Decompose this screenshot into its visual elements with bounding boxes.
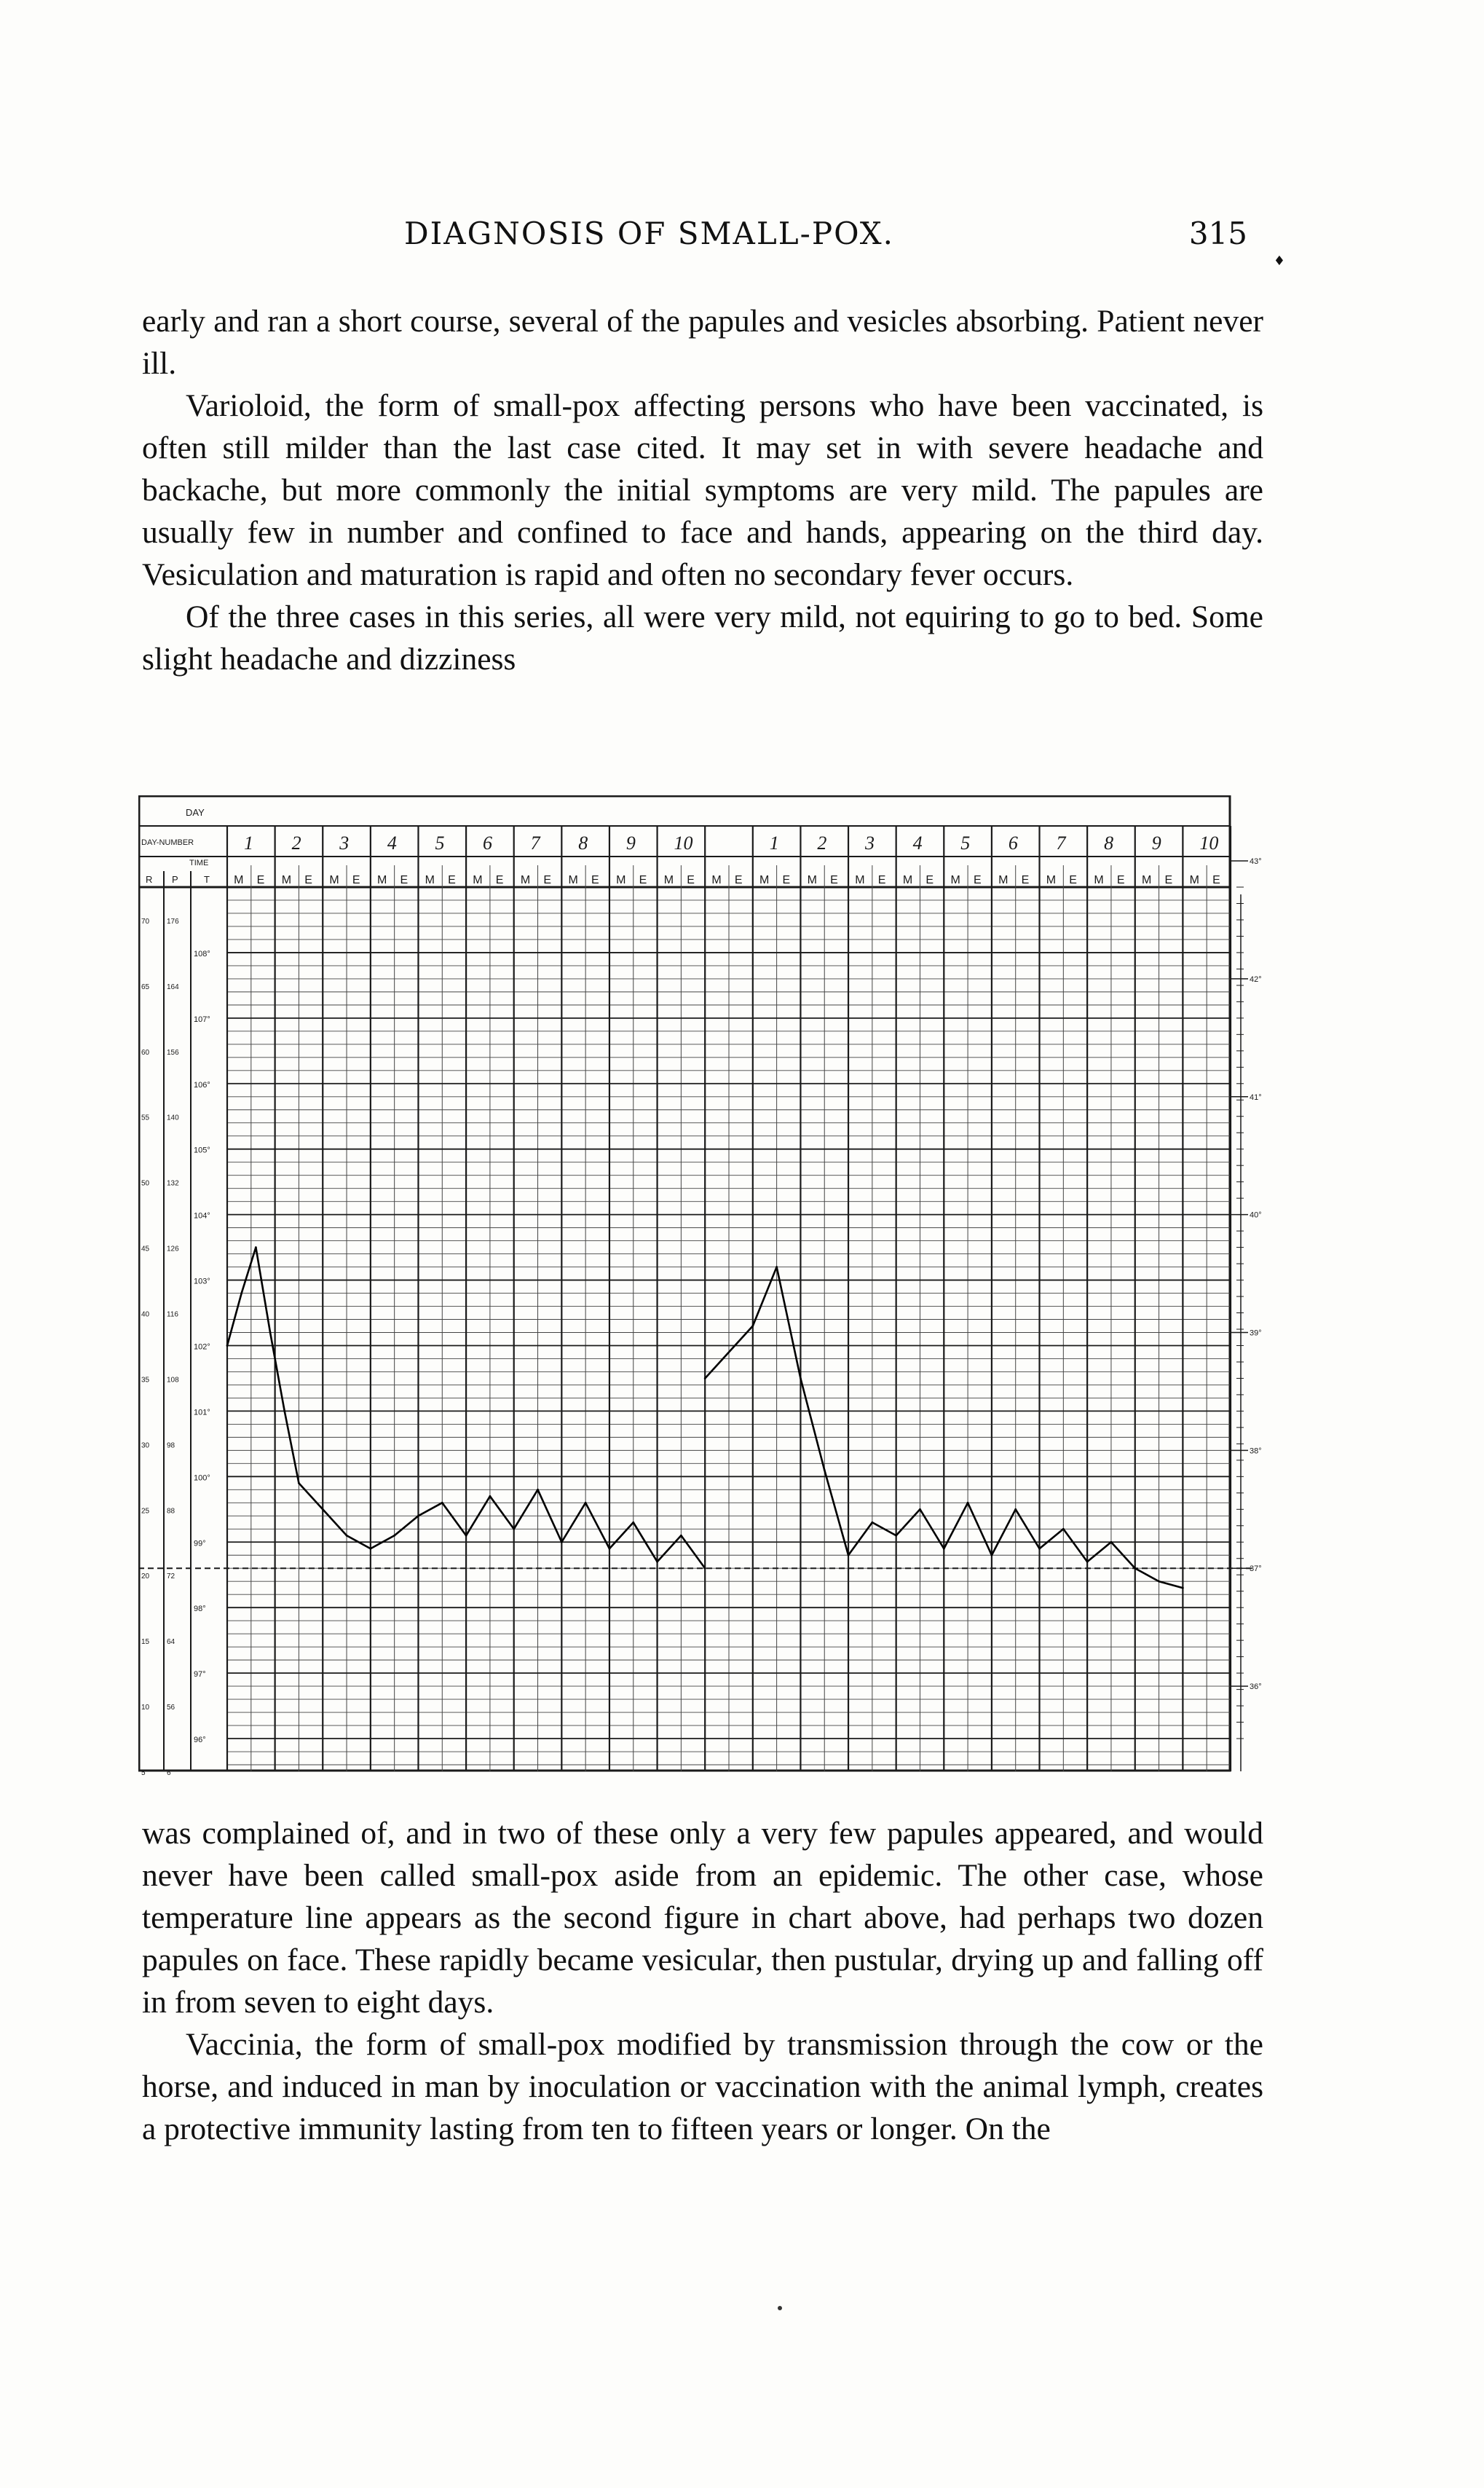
- pulse-tick: 164: [167, 983, 179, 991]
- evening-mark: E: [591, 874, 599, 886]
- evening-mark: E: [256, 874, 265, 886]
- temperature-point: [393, 1535, 395, 1537]
- temperature-point: [824, 1469, 826, 1471]
- morning-mark: M: [759, 874, 770, 886]
- temperature-point: [240, 1292, 242, 1294]
- temperature-point: [751, 1325, 754, 1327]
- morning-mark: M: [902, 874, 913, 886]
- temperature-point: [1182, 1587, 1184, 1589]
- day-number: 6: [1008, 832, 1018, 854]
- respiration-tick: 35: [141, 1376, 150, 1385]
- temperature-point: [417, 1515, 419, 1517]
- morning-mark: M: [711, 874, 722, 886]
- pulse-tick: 116: [167, 1310, 178, 1319]
- evening-mark: E: [973, 874, 982, 886]
- temperature-point: [369, 1548, 371, 1550]
- pulse-tick: 72: [167, 1572, 175, 1581]
- celsius-tick: 42°: [1250, 975, 1262, 984]
- fahrenheit-tick: 100°: [194, 1473, 210, 1483]
- temperature-point: [226, 1345, 229, 1347]
- day-row-label: DAY: [186, 807, 205, 818]
- evening-mark: E: [495, 874, 504, 886]
- temperature-point: [1158, 1580, 1160, 1583]
- fahrenheit-tick: 104°: [194, 1211, 210, 1221]
- respiration-tick: 70: [141, 917, 150, 926]
- fahrenheit-tick: 101°: [194, 1408, 210, 1417]
- respiration-tick: 65: [141, 983, 150, 991]
- morning-mark: M: [998, 874, 1009, 886]
- paragraph: Vaccinia, the form of small-pox modified by transmission through the cow or the horse, and induced in man by inoculation or vaccination with the animal lymph, creates a protective immunity lasting from ten to fifteen years or longer. On the: [142, 2027, 1263, 2146]
- pulse-tick: 140: [167, 1114, 179, 1122]
- evening-mark: E: [830, 874, 838, 886]
- day-number: 8: [578, 832, 588, 854]
- temperature-point: [609, 1548, 611, 1550]
- respiration-tick: 40: [141, 1310, 150, 1319]
- respiration-tick: 55: [141, 1114, 150, 1122]
- morning-mark: M: [663, 874, 674, 886]
- morning-mark: M: [616, 874, 626, 886]
- temperature-point: [283, 1410, 285, 1412]
- page-number: 315: [1188, 216, 1247, 251]
- morning-mark: M: [329, 874, 339, 886]
- day-number: 10: [674, 832, 693, 854]
- page-title: DIAGNOSIS OF SMALL-POX.: [404, 216, 895, 251]
- day-number: 2: [817, 832, 827, 854]
- running-header: [142, 216, 1285, 269]
- morning-mark: M: [281, 874, 292, 886]
- evening-mark: E: [543, 874, 552, 886]
- celsius-tick: 38°: [1250, 1446, 1262, 1456]
- respiration-tick: 5: [141, 1769, 146, 1777]
- day-number: 4: [387, 832, 397, 854]
- day-number: 5: [435, 832, 445, 854]
- temperature-point: [967, 1502, 969, 1504]
- time-row-label: TIME: [189, 859, 209, 867]
- day-number: 3: [865, 832, 875, 854]
- celsius-tick: 41°: [1250, 1093, 1262, 1102]
- pulse-tick: 108: [167, 1376, 179, 1385]
- evening-mark: E: [734, 874, 743, 886]
- day-number: 8: [1104, 832, 1114, 854]
- fahrenheit-tick: 102°: [194, 1342, 210, 1352]
- evening-mark: E: [400, 874, 409, 886]
- temperature-point: [465, 1535, 467, 1537]
- temperature-point: [1134, 1567, 1136, 1570]
- bullet-mark: ♦: [1273, 253, 1285, 269]
- temperature-chart-svg: [138, 795, 1282, 1779]
- column-header-T: T: [204, 874, 210, 885]
- evening-mark: E: [687, 874, 695, 886]
- temperature-point: [441, 1502, 443, 1504]
- evening-mark: E: [1069, 874, 1077, 886]
- morning-mark: M: [377, 874, 387, 886]
- day-number: 7: [1056, 832, 1066, 854]
- respiration-tick: 30: [141, 1441, 150, 1450]
- temperature-point: [298, 1482, 300, 1484]
- day-number: 5: [960, 832, 971, 854]
- day-number: 9: [1151, 832, 1161, 854]
- column-header-R: R: [146, 874, 153, 885]
- fahrenheit-tick: 107°: [194, 1015, 210, 1024]
- temperature-point: [775, 1266, 778, 1268]
- temperature-point: [269, 1331, 272, 1334]
- temperature-point: [513, 1528, 515, 1530]
- pulse-tick: 6: [167, 1769, 171, 1777]
- morning-mark: M: [568, 874, 578, 886]
- day-number: 6: [483, 832, 493, 854]
- evening-mark: E: [304, 874, 312, 886]
- temperature-point: [991, 1554, 993, 1556]
- paragraph: Varioloid, the form of small-pox affecting persons who have been vaccinated, is often still milder than the last case cited. It may set in with severe headache and backache, but more commonly the initial symptoms are very mild. The papules are usually few in number and confined to face and hands, appearing on the third day. Vesiculation and maturation is rapid and often no secondary fever occurs.: [142, 388, 1263, 592]
- fahrenheit-tick: 98°: [194, 1605, 206, 1614]
- evening-mark: E: [782, 874, 791, 886]
- day-number: 1: [769, 832, 779, 854]
- fahrenheit-tick: 99°: [194, 1539, 206, 1548]
- morning-mark: M: [1094, 874, 1104, 886]
- fahrenheit-tick: 106°: [194, 1080, 210, 1090]
- ink-speck: [778, 2306, 782, 2310]
- body-text-bottom: [142, 1812, 1263, 2150]
- celsius-tick: 40°: [1250, 1210, 1262, 1220]
- temperature-point: [848, 1554, 850, 1556]
- respiration-tick: 10: [141, 1704, 150, 1712]
- temperature-point: [1086, 1561, 1089, 1563]
- fahrenheit-tick: 97°: [194, 1670, 206, 1680]
- temperature-point: [585, 1502, 587, 1504]
- morning-mark: M: [1046, 874, 1057, 886]
- temperature-point: [919, 1508, 921, 1511]
- morning-mark: M: [807, 874, 817, 886]
- pulse-tick: 64: [167, 1638, 175, 1647]
- respiration-tick: 15: [141, 1638, 150, 1647]
- paragraph: Of the three cases in this series, all were very mild, not equiring to go to bed. Some slight headache and dizziness: [142, 599, 1263, 677]
- evening-mark: E: [1021, 874, 1030, 886]
- temperature-point: [1014, 1508, 1017, 1511]
- celsius-tick: 43°: [1250, 857, 1262, 867]
- respiration-tick: 20: [141, 1572, 150, 1581]
- respiration-tick: 45: [141, 1245, 150, 1253]
- pulse-tick: 126: [167, 1245, 179, 1253]
- temperature-point: [895, 1535, 897, 1537]
- morning-mark: M: [234, 874, 244, 886]
- temperature-point: [1038, 1548, 1041, 1550]
- respiration-tick: 25: [141, 1507, 150, 1516]
- evening-mark: E: [639, 874, 647, 886]
- celsius-tick: 37°: [1250, 1564, 1262, 1574]
- temperature-point: [632, 1521, 634, 1524]
- temperature-point: [537, 1489, 539, 1491]
- pulse-tick: 156: [167, 1048, 179, 1057]
- temperature-point: [1110, 1541, 1113, 1543]
- morning-mark: M: [1141, 874, 1152, 886]
- paragraph: was complained of, and in two of these only a very few papules appeared, and would never have been called small-pox aside from an epidemic. The other case, whose temperature line appears as the second figure in chart above, had perhaps two dozen papules on face. These rapidly became vesicular, then pustular, drying up and falling off in from seven to eight days.: [142, 1816, 1263, 2020]
- evening-mark: E: [448, 874, 456, 886]
- day-number: 10: [1199, 832, 1219, 854]
- fahrenheit-tick: 103°: [194, 1277, 210, 1286]
- temperature-point: [704, 1567, 706, 1570]
- temperature-point: [322, 1508, 324, 1511]
- evening-mark: E: [352, 874, 360, 886]
- respiration-tick: 50: [141, 1179, 150, 1188]
- celsius-tick: 36°: [1250, 1682, 1262, 1692]
- temperature-point: [943, 1548, 945, 1550]
- respiration-tick: 60: [141, 1048, 150, 1057]
- pulse-tick: 56: [167, 1704, 175, 1712]
- body-text-top: [142, 300, 1263, 680]
- pulse-tick: 176: [167, 917, 179, 926]
- morning-mark: M: [520, 874, 531, 886]
- morning-mark: M: [1189, 874, 1199, 886]
- evening-mark: E: [877, 874, 886, 886]
- evening-mark: E: [1212, 874, 1220, 886]
- fahrenheit-tick: 108°: [194, 949, 210, 958]
- temperature-point: [561, 1541, 563, 1543]
- day-number: 4: [912, 832, 923, 854]
- temperature-point: [800, 1377, 802, 1379]
- day-number-row-label: DAY-NUMBER: [141, 838, 194, 847]
- day-number: 7: [530, 832, 540, 854]
- day-number: 1: [243, 832, 253, 854]
- day-number: 9: [625, 832, 636, 854]
- paragraph: early and ran a short course, several of the papules and vesicles absorbing. Patient never ill.: [142, 304, 1263, 381]
- day-number: 3: [339, 832, 350, 854]
- temperature-point: [489, 1495, 492, 1497]
- chart-frame: [139, 796, 1230, 1771]
- temperature-point: [656, 1561, 658, 1563]
- celsius-tick: 39°: [1250, 1328, 1262, 1338]
- morning-mark: M: [950, 874, 960, 886]
- day-number: 2: [291, 832, 301, 854]
- pulse-tick: 88: [167, 1507, 175, 1516]
- temperature-point: [1062, 1528, 1065, 1530]
- temperature-point: [346, 1535, 348, 1537]
- temperature-point: [680, 1535, 682, 1537]
- temperature-chart: [138, 795, 1282, 1779]
- morning-mark: M: [855, 874, 865, 886]
- fahrenheit-tick: 105°: [194, 1146, 210, 1155]
- morning-mark: M: [425, 874, 435, 886]
- temperature-point: [871, 1521, 873, 1524]
- pulse-tick: 98: [167, 1441, 175, 1450]
- morning-mark: M: [473, 874, 483, 886]
- column-header-P: P: [172, 874, 178, 885]
- evening-mark: E: [1164, 874, 1173, 886]
- temperature-point: [255, 1246, 257, 1248]
- pulse-tick: 132: [167, 1179, 179, 1188]
- evening-mark: E: [925, 874, 934, 886]
- temperature-point: [704, 1377, 706, 1379]
- fahrenheit-tick: 96°: [194, 1736, 206, 1745]
- evening-mark: E: [1116, 874, 1125, 886]
